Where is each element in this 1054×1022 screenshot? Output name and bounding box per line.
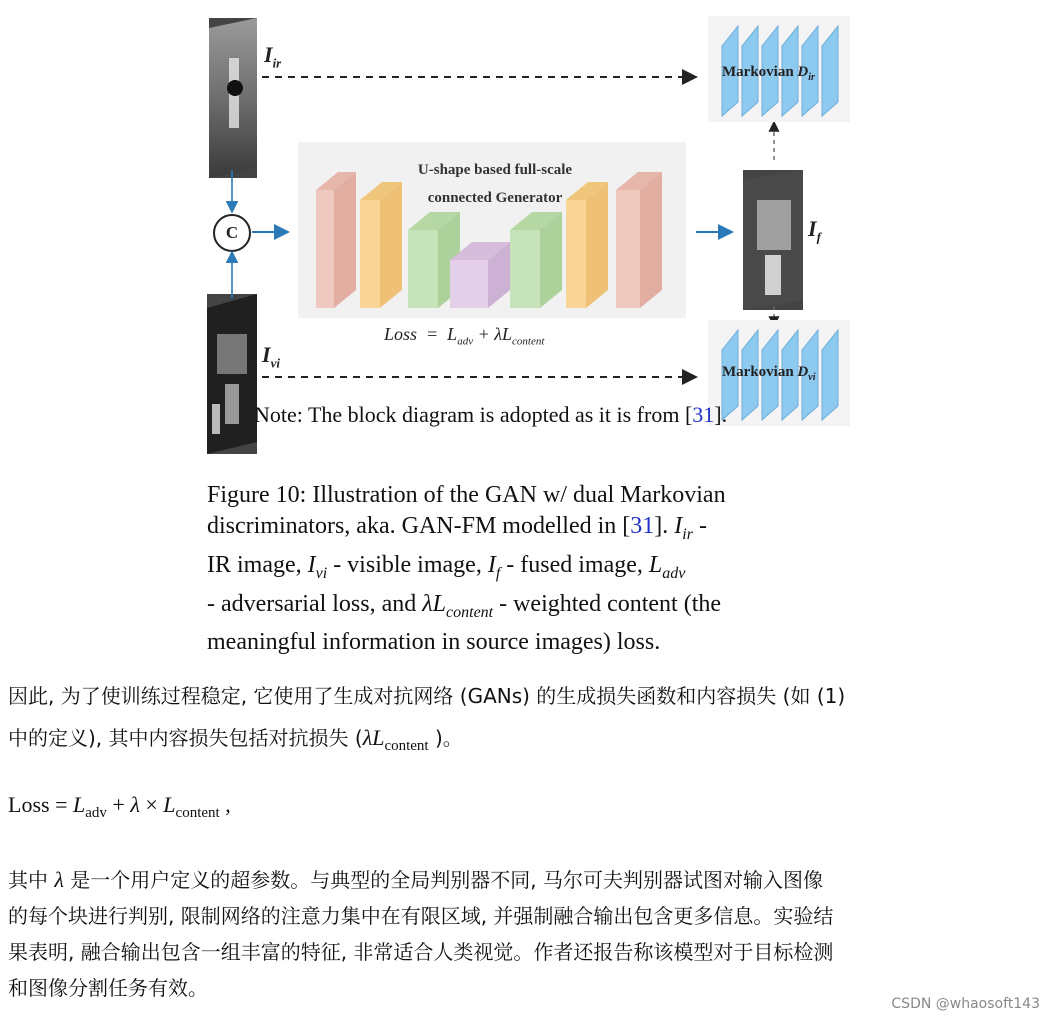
paragraph-2-line-2: 的每个块进行判别, 限制网络的注意力集中在有限区域, 并强制融合输出包含更多信息。实验结	[8, 904, 834, 928]
vi-label: $I_{vi}$	[262, 342, 280, 371]
caption-line-1: Figure 10: Illustration of the GAN w/ dual Markovian	[207, 482, 726, 508]
concat-symbol: C	[225, 223, 239, 242]
fused-label: $I_f$	[808, 216, 821, 245]
paragraph-2-line-4: 和图像分割任务有效。	[8, 976, 208, 1000]
generator-loss-formula: Loss = $L_{adv} + \lambda L_{content}$	[384, 324, 545, 348]
caption-line-4: - adversarial loss, and $\lambda L_{content}$ - weighted content (the	[207, 590, 722, 621]
caption-reference-link[interactable]: 31	[630, 513, 655, 539]
figure-note: Note: The block diagram is adopted as it is from [31].	[254, 402, 728, 427]
figure-caption	[207, 480, 857, 658]
watermark: CSDN @whaosoft143	[891, 996, 1040, 1012]
caption-line-2: discriminators, aka. GAN-FM modelled in [31]. $I_{ir}$ -	[207, 513, 707, 543]
paragraph-1-line-2: 中的定义), 其中内容损失包括对抗损失 ($\lambda L_{content}$ )。	[8, 725, 463, 754]
caption-line-5: meaningful information in source images) loss.	[207, 629, 661, 656]
ir-label: $I_{ir}$	[264, 42, 282, 71]
generator-title: U-shape based full-scale connected Generator	[417, 162, 573, 206]
paragraph-1-line-1: 因此, 为了使训练过程稳定, 它使用了生成对抗网络 (GANs) 的生成损失函数和内容损失 (如 (1)	[8, 684, 846, 708]
discriminator-ir-label: Markovian $D_{ir}$	[722, 64, 815, 83]
paragraph-2	[8, 862, 1048, 1006]
loss-formula: Loss = $L_{adv} + \lambda \times L_{content}$ ,	[8, 792, 231, 821]
paragraph-2-line-3: 果表明, 融合输出包含一组丰富的特征, 非常适合人类视觉。作者还报告称该模型对于目标检测	[8, 940, 834, 964]
note-reference-link[interactable]: 31	[692, 402, 715, 427]
paragraph-2-line-1: 其中 λ 是一个用户定义的超参数。与典型的全局判别器不同, 马尔可夫判别器试图对输入图像	[8, 867, 823, 892]
discriminator-vi-label: Markovian $D_{vi}$	[722, 364, 816, 383]
caption-line-3: IR image, $I_{vi}$ - visible image, $I_f$ - fused image, $L_{adv}$	[207, 551, 686, 582]
